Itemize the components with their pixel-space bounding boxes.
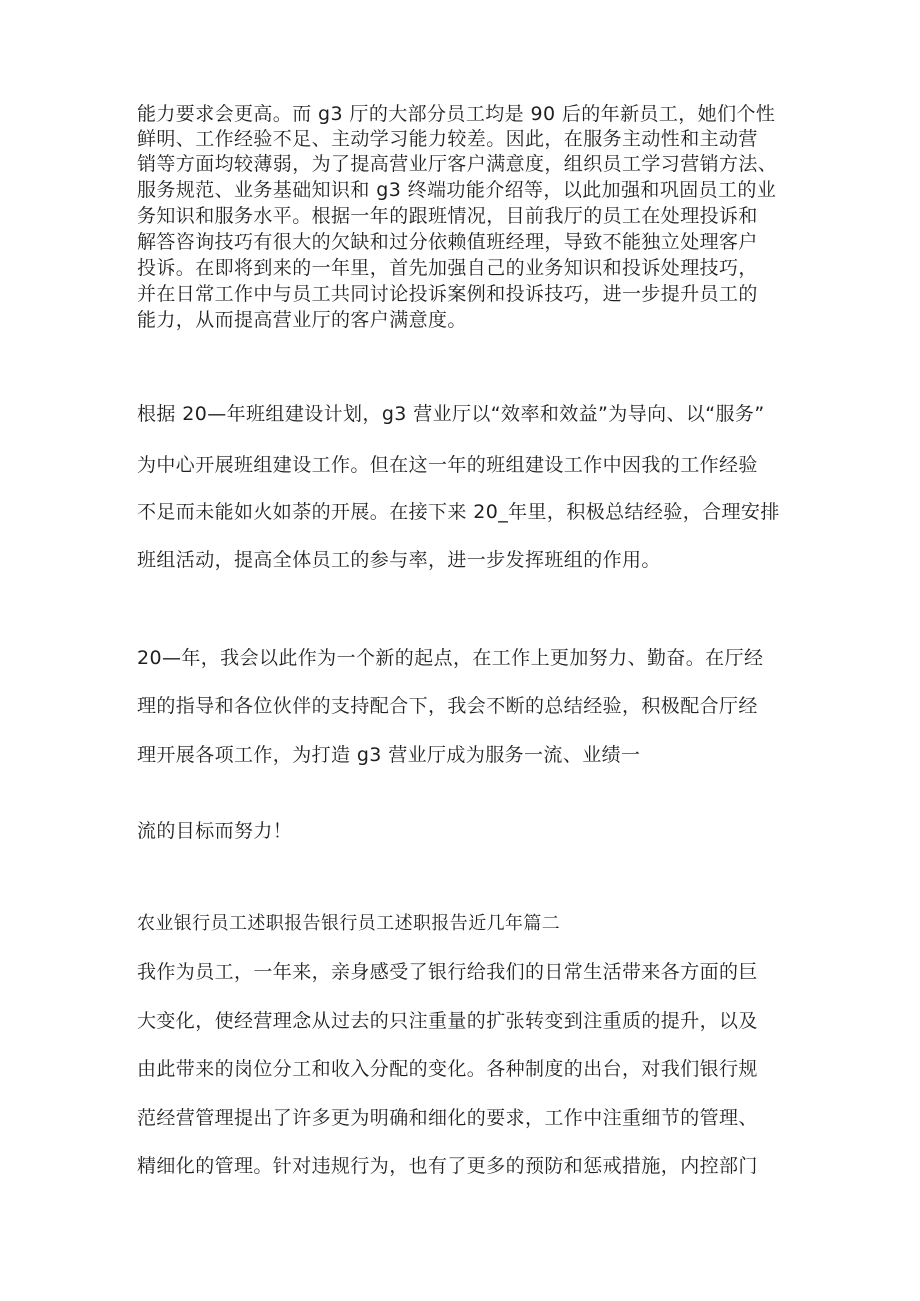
paragraph-3-line: 理的指导和各位伙伴的支持配合下，我会不断的总结经验，积极配合厅经 [137, 695, 758, 717]
paragraph-1-line: 解答咨询技巧有很大的欠缺和过分依赖值班经理，导致不能独立处理客户 [137, 231, 758, 253]
paragraph-1-line: 销等方面均较薄弱，为了提高营业厅客户满意度，组织员工学习营销方法、 [137, 153, 778, 175]
paragraph-2-line: 不足而未能如火如荼的开展。在接下来 20_年里，积极总结经验，合理安排 [137, 501, 780, 523]
paragraph-2-line: 班组活动，提高全体员工的参与率，进一步发挥班组的作用。 [137, 549, 661, 571]
paragraph-2-line: 为中心开展班组建设工作。但在这一年的班组建设工作中因我的工作经验 [137, 454, 758, 476]
paragraph-5-line: 精细化的管理。针对违规行为，也有了更多的预防和惩戒措施，内控部门 [137, 1155, 758, 1177]
paragraph-5-line: 我作为员工，一年来，亲身感受了银行给我们的日常生活带来各方面的巨 [137, 961, 758, 983]
paragraph-5-line: 大变化，使经营理念从过去的只注重量的扩张转变到注重质的提升，以及 [137, 1010, 758, 1032]
paragraph-1-line: 务知识和服务水平。根据一年的跟班情况，目前我厅的员工在处理投诉和 [137, 205, 758, 227]
paragraph-1-line: 能力，从而提高营业厅的客户满意度。 [137, 309, 467, 331]
paragraph-5-line: 由此带来的岗位分工和收入分配的变化。各种制度的出台，对我们银行规 [137, 1058, 758, 1080]
paragraph-1-line: 并在日常工作中与员工共同讨论投诉案例和投诉技巧，进一步提升员工的 [137, 283, 758, 305]
paragraph-4-line: 流的目标而努力！ [137, 820, 293, 842]
section-title: 农业银行员工述职报告银行员工述职报告近几年篇二 [137, 913, 561, 934]
paragraph-1-line: 鲜明、工作经验不足、主动学习能力较差。因此，在服务主动性和主动营 [137, 128, 758, 150]
paragraph-3-line: 理开展各项工作，为打造 g3 营业厅成为服务一流、业绩一 [137, 744, 641, 766]
paragraph-1-line: 服务规范、业务基础知识和 g3 终端功能介绍等，以此加强和巩固员工的业 [137, 179, 777, 201]
paragraph-2-line: 根据 20—年班组建设计划，g3 营业厅以“效率和效益”为导向、以“服务” [137, 403, 765, 425]
paragraph-1-line: 投诉。在即将到来的一年里，首先加强自己的业务知识和投诉处理技巧， [137, 257, 758, 279]
paragraph-5-line: 范经营管理提出了许多更为明确和细化的要求，工作中注重细节的管理、 [137, 1107, 758, 1129]
paragraph-3-line: 20—年，我会以此作为一个新的起点，在工作上更加努力、勤奋。在厅经 [137, 647, 764, 669]
paragraph-1-line: 能力要求会更高。而 g3 厅的大部分员工均是 90 后的年新员工，她们个性 [137, 103, 776, 125]
